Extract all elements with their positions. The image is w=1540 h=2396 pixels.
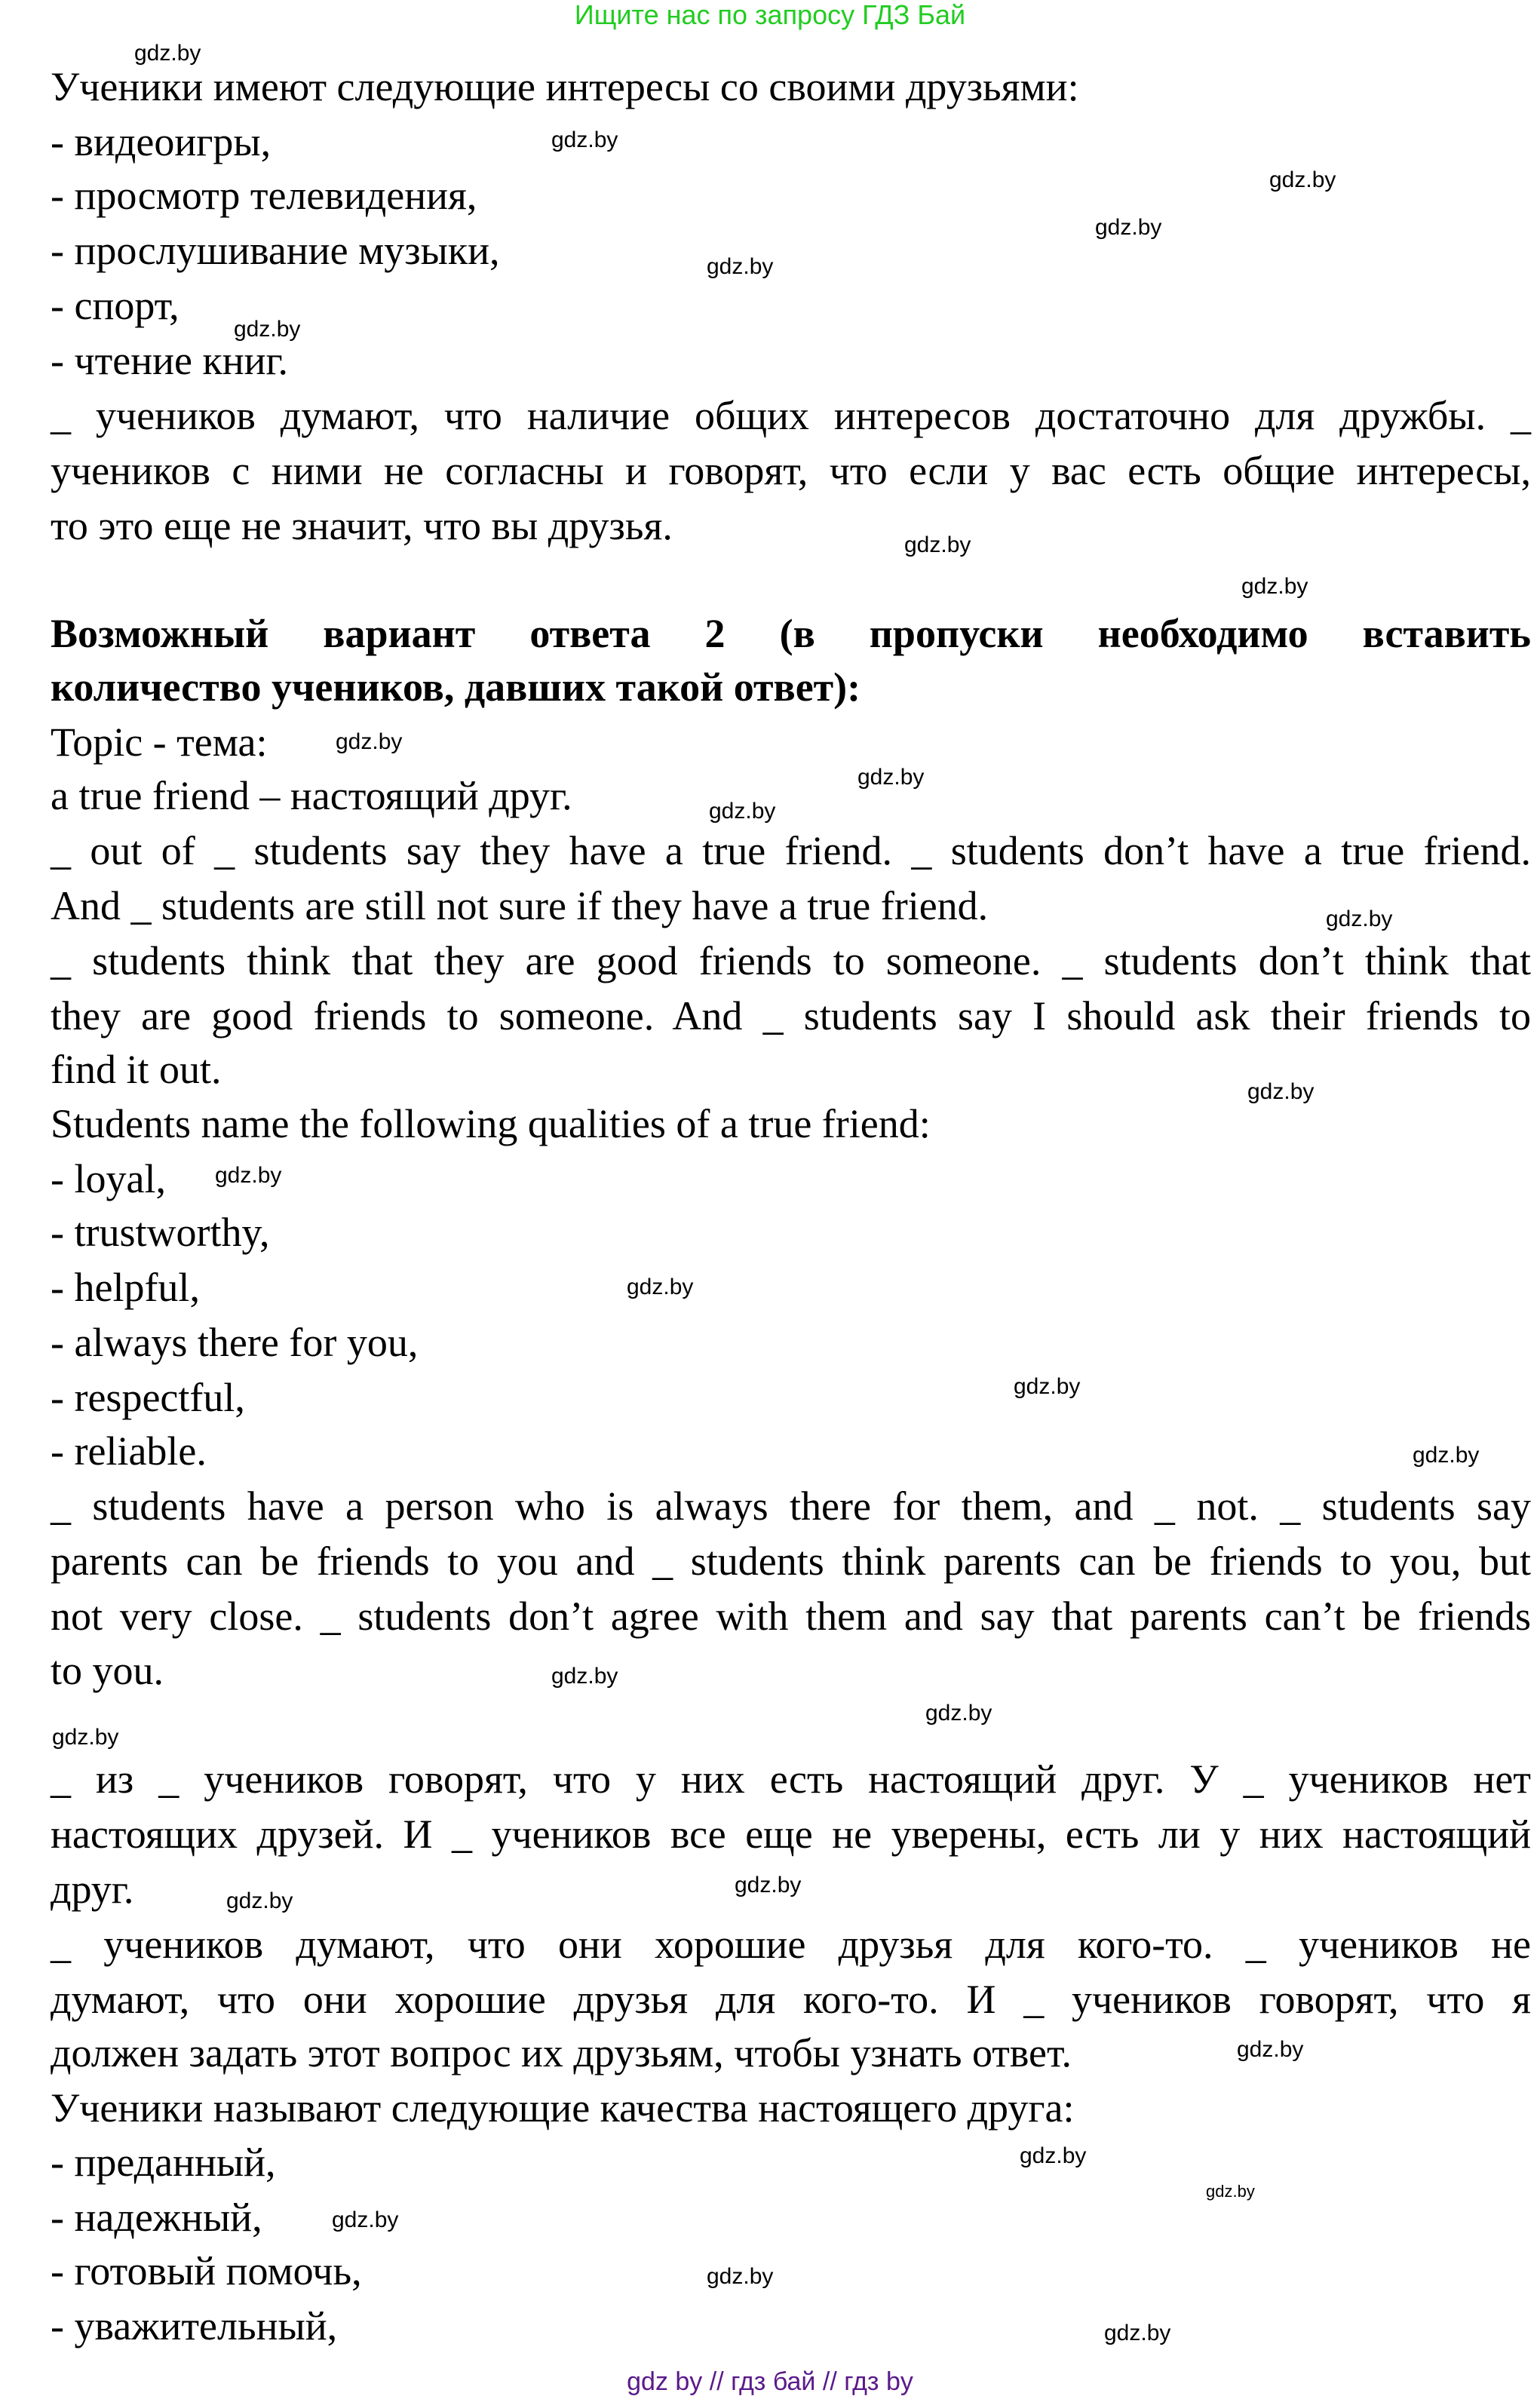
watermark: gdz.by — [134, 41, 201, 66]
text-line: настоящих друзей. И _ учеников все еще не уверены, есть ли у них настоящий — [51, 1812, 1531, 1857]
text-line: то это еще не значит, что вы друзья. — [51, 503, 673, 548]
watermark: gdz.by — [1095, 215, 1162, 240]
list-item: - готовый помочь, — [51, 2248, 362, 2293]
footer-links: gdz by // гдз бай // гдз by — [627, 2367, 913, 2396]
text-line: to you. — [51, 1648, 164, 1693]
list-item: - чтение книг. — [51, 338, 289, 383]
watermark: gdz.by — [904, 532, 971, 557]
list-item: - respectful, — [51, 1375, 245, 1420]
watermark: gdz.by — [709, 799, 776, 824]
list-item: - trustworthy, — [51, 1210, 270, 1255]
text-line: _ students think that they are good friends to someone. _ students don’t think that — [51, 938, 1531, 983]
watermark: gdz.by — [1326, 907, 1393, 931]
text-line: a true friend – настоящий друг. — [51, 773, 572, 818]
list-item: - прослушивание музыки, — [51, 228, 500, 273]
list-item: - reliable. — [51, 1428, 207, 1474]
text-line: Students name the following qualities of a true friend: — [51, 1101, 931, 1146]
watermark: gdz.by — [1241, 574, 1308, 599]
watermark: gdz.by — [226, 1888, 293, 1913]
watermark: gdz.by — [551, 1664, 618, 1689]
text-line: _ students have a person who is always there for them, and _ not. _ students say — [51, 1483, 1531, 1529]
text-line: Topic - тема: — [51, 719, 268, 765]
text-line: not very close. _ students don’t agree with them and say that parents can’t be friends — [51, 1594, 1531, 1639]
list-item: - уважительный, — [51, 2303, 338, 2348]
watermark: gdz.by — [215, 1163, 282, 1188]
watermark: gdz.by — [1014, 1374, 1081, 1399]
text-line: учеников с ними не согласны и говорят, что если у вас есть общие интересы, — [51, 448, 1531, 493]
text-line: _ out of _ students say they have a true friend. _ students don’t have a true friend. — [51, 828, 1531, 873]
watermark: gdz.by — [1413, 1443, 1480, 1468]
text-line: Ученики называют следующие качества настоящего друга: — [51, 2085, 1075, 2131]
watermark: gdz.by — [1247, 1079, 1315, 1104]
text-line: думают, что они хорошие друзья для кого-то. И _ учеников говорят, что я — [51, 1977, 1531, 2022]
section-heading: Возможный вариант ответа 2 (в пропуски необходимо вставить — [51, 611, 1531, 656]
list-item: - преданный, — [51, 2140, 276, 2185]
watermark: gdz.by — [1269, 167, 1336, 192]
watermark: gdz.by — [1237, 2037, 1304, 2062]
watermark: gdz.by — [627, 1275, 694, 1299]
watermark: gdz.by — [1104, 2321, 1171, 2345]
text-line: должен задать этот вопрос их друзьям, чтобы узнать ответ. — [51, 2030, 1072, 2075]
list-item: - helpful, — [51, 1265, 200, 1310]
text-line: _ учеников думают, что наличие общих интересов достаточно для дружбы. _ — [51, 393, 1531, 438]
list-item: - loyal, — [51, 1156, 166, 1201]
list-item: - спорт, — [51, 283, 179, 328]
list-item: - видеоигры, — [51, 119, 271, 164]
text-line: друг. — [51, 1867, 134, 1912]
text-line: parents can be friends to you and _ students think parents can be friends to you, but — [51, 1539, 1531, 1584]
watermark: gdz.by — [52, 1725, 119, 1750]
text-line: _ учеников думают, что они хорошие друзья для кого-то. _ учеников не — [51, 1922, 1531, 1967]
list-item: - always there for you, — [51, 1320, 419, 1365]
site-banner: Ищите нас по запросу ГДЗ Бай — [574, 0, 966, 30]
text-line: Ученики имеют следующие интересы со своими друзьями: — [51, 64, 1079, 109]
watermark: gdz.by — [234, 317, 301, 342]
watermark: gdz.by — [1020, 2143, 1087, 2168]
text-line: _ из _ учеников говорят, что у них есть настоящий друг. У _ учеников нет — [51, 1756, 1531, 1802]
watermark: gdz.by — [551, 127, 618, 152]
list-item: - просмотр телевидения, — [51, 173, 477, 218]
watermark: gdz.by — [707, 2264, 774, 2289]
watermark: gdz.by — [707, 254, 774, 279]
watermark: gdz.by — [735, 1873, 802, 1897]
text-line: And _ students are still not sure if they have a true friend. — [51, 883, 989, 928]
text-line: find it out. — [51, 1047, 222, 1092]
text-line: they are good friends to someone. And _ students say I should ask their friends to — [51, 993, 1531, 1038]
section-heading: количество учеников, давших такой ответ): — [51, 664, 861, 710]
list-item: - надежный, — [51, 2195, 262, 2240]
watermark: gdz.by — [1206, 2182, 1255, 2201]
watermark: gdz.by — [857, 765, 925, 790]
watermark: gdz.by — [332, 2207, 399, 2232]
watermark: gdz.by — [336, 729, 403, 754]
watermark: gdz.by — [925, 1701, 992, 1726]
